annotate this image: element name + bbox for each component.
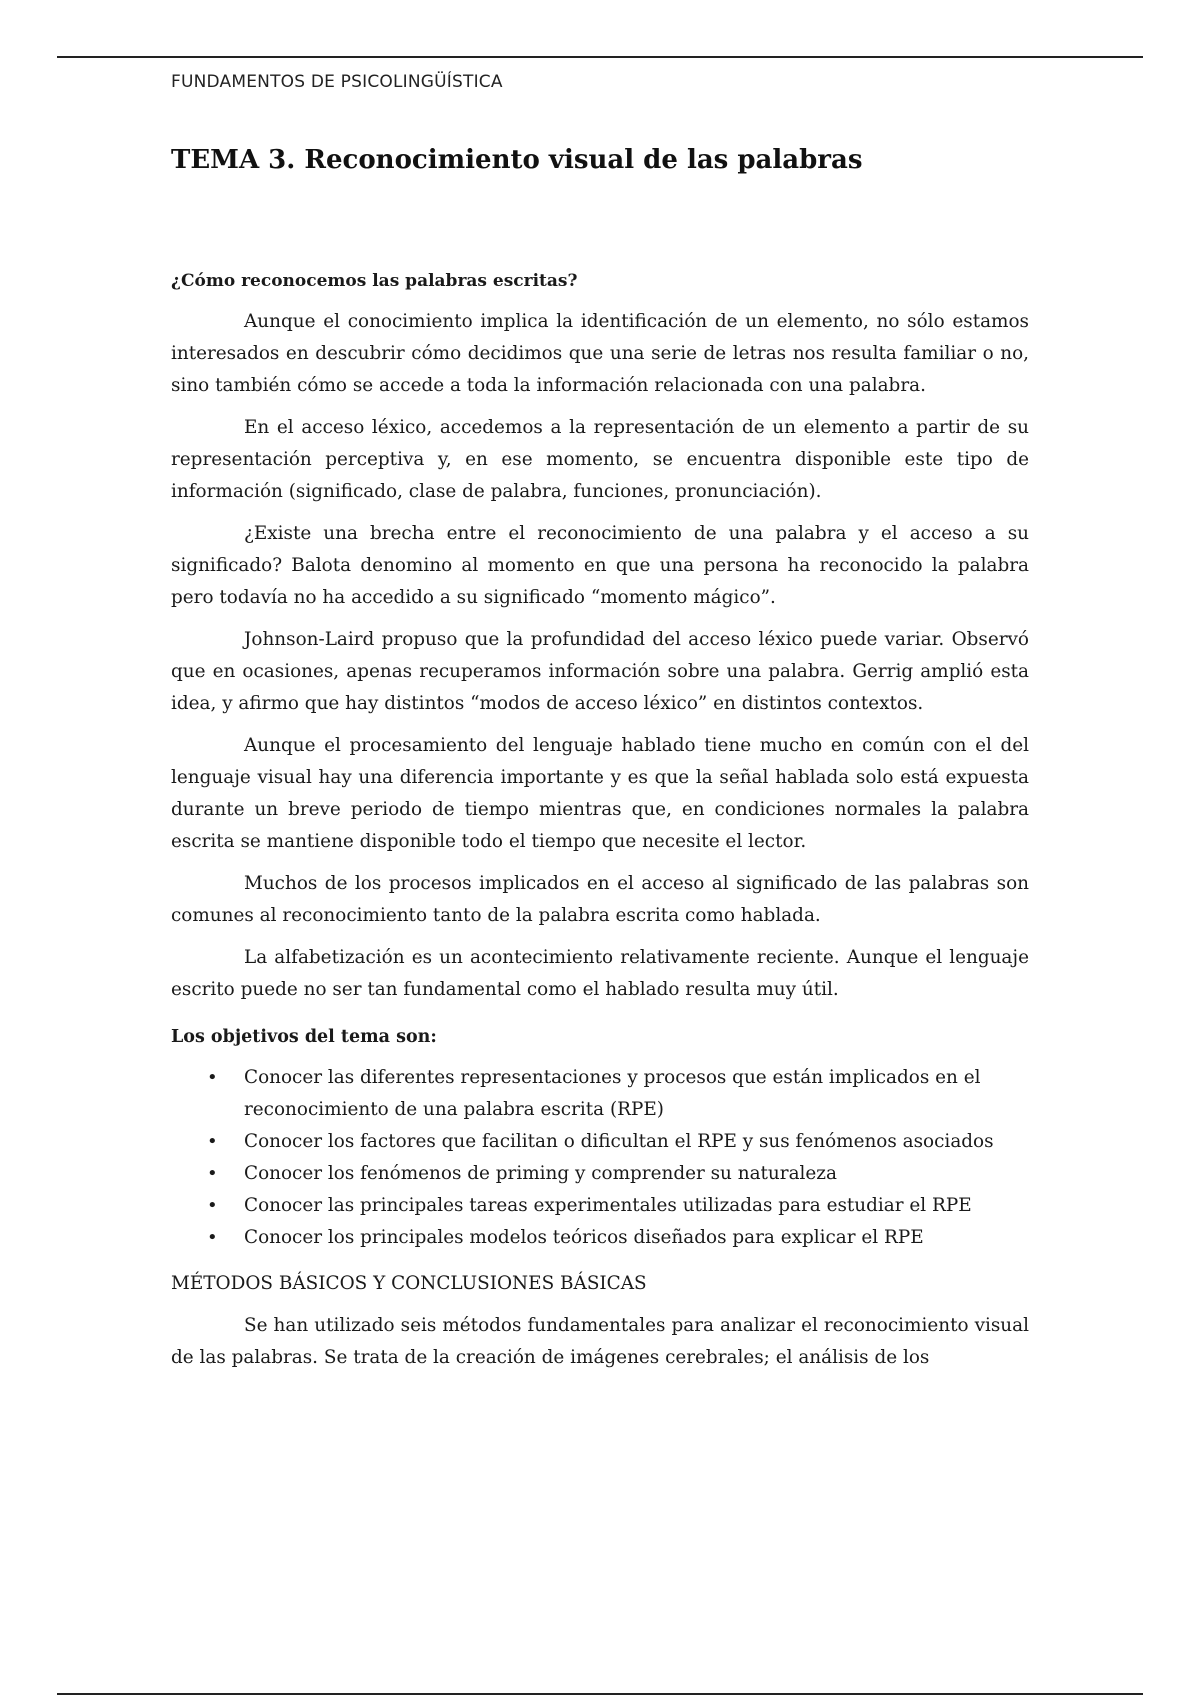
list-item-text: Conocer los fenómenos de priming y comprender su naturaleza bbox=[244, 1163, 837, 1184]
bullet-icon: • bbox=[207, 1163, 218, 1184]
section-heading: MÉTODOS BÁSICOS Y CONCLUSIONES BÁSICAS bbox=[171, 1273, 647, 1294]
document-body bbox=[171, 138, 1029, 1374]
section-question: ¿Cómo reconocemos las palabras escritas? bbox=[171, 271, 578, 291]
list-item bbox=[171, 1126, 1029, 1158]
list-item bbox=[171, 1062, 1029, 1126]
list-item-text: Conocer las principales tareas experimentales utilizadas para estudiar el RPE bbox=[244, 1195, 972, 1216]
paragraph: Muchos de los procesos implicados en el acceso al significado de las palabras son comunes al reconocimiento tanto de la palabra escrita como hablada. bbox=[171, 873, 1029, 926]
paragraph: La alfabetización es un acontecimiento relativamente reciente. Aunque el lenguaje escrito puede no ser tan fundamental como el hablado resulta muy útil. bbox=[171, 947, 1029, 1000]
paragraph: Aunque el conocimiento implica la identificación de un elemento, no sólo estamos interesados en descubrir cómo decidimos que una serie de letras nos resulta familiar o no, sino también cómo se accede a toda la información relacionada con una palabra. bbox=[171, 311, 1029, 396]
paragraph: ¿Existe una brecha entre el reconocimiento de una palabra y el acceso a su significado? Balota denomino al momento en que una persona ha reconocido la palabra pero todavía no ha accedido a su significado “momento mágico”. bbox=[171, 523, 1029, 608]
list-item-text: Conocer los factores que facilitan o dificultan el RPE y sus fenómenos asociados bbox=[244, 1131, 994, 1152]
paragraph: Se han utilizado seis métodos fundamentales para analizar el reconocimiento visual de las palabras. Se trata de la creación de imágenes cerebrales; el análisis de los bbox=[171, 1315, 1029, 1368]
bullet-icon: • bbox=[207, 1067, 218, 1088]
list-item-text: Conocer las diferentes representaciones y procesos que están implicados en el reconocimiento de una palabra escrita (RPE) bbox=[244, 1067, 981, 1120]
list-item bbox=[171, 1222, 1029, 1254]
objectives-heading: Los objetivos del tema son: bbox=[171, 1027, 437, 1047]
header-rule bbox=[57, 56, 1143, 58]
bullet-icon: • bbox=[207, 1195, 218, 1216]
list-item bbox=[171, 1190, 1029, 1222]
list-item-text: Conocer los principales modelos teóricos diseñados para explicar el RPE bbox=[244, 1227, 924, 1248]
running-header: FUNDAMENTOS DE PSICOLINGÜÍSTICA bbox=[171, 72, 503, 92]
bullet-icon: • bbox=[207, 1227, 218, 1248]
paragraph: Aunque el procesamiento del lenguaje hablado tiene mucho en común con el del lenguaje visual hay una diferencia importante y es que la señal hablada solo está expuesta durante un breve periodo de tiempo mientras que, en condiciones normales la palabra escrita se mantiene disponible todo el tiempo que necesite el lector. bbox=[171, 735, 1029, 852]
bullet-icon: • bbox=[207, 1131, 218, 1152]
paragraph: En el acceso léxico, accedemos a la representación de un elemento a partir de su representación perceptiva y, en ese momento, se encuentra disponible este tipo de información (significado, clase de palabra, funciones, pronunciación). bbox=[171, 417, 1029, 502]
document-title: TEMA 3. Reconocimiento visual de las palabras bbox=[171, 145, 863, 175]
paragraph: Johnson-Laird propuso que la profundidad del acceso léxico puede variar. Observó que en ocasiones, apenas recuperamos información sobre una palabra. Gerrig amplió esta idea, y afirmo que hay distintos “modos de acceso léxico” en distintos contextos. bbox=[171, 629, 1029, 714]
footer-rule bbox=[57, 1693, 1143, 1695]
list-item bbox=[171, 1158, 1029, 1190]
objectives-list bbox=[171, 1062, 1029, 1254]
